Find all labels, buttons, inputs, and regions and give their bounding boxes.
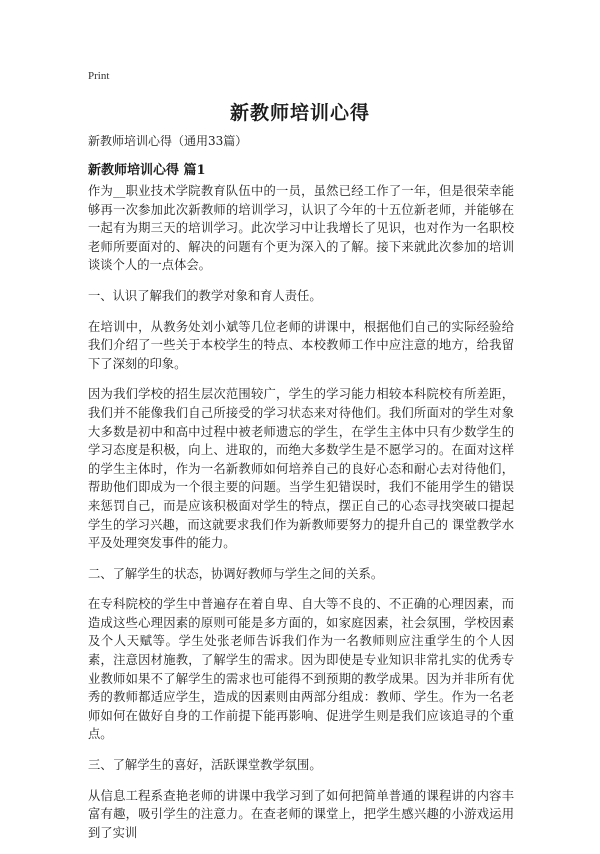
print-label[interactable]: Print bbox=[88, 70, 110, 82]
paragraph: 在专科院校的学生中普遍存在着自卑、自大等不良的、不正确的心理因素，而造成这些心理因素的原则可能是多方面的，如家庭因素，社会氛围，学校因素及个人天赋等。学生处张老师告诉我们作为一名教师则应注重学生的个人因素，注意因材施教，了解学生的需求。因为即使是专业知识非常扎实的优秀专业教师如果不了解学生的需求也可能得不到预期的教学成果。因为并非所有优秀的教师都适应学生，造成的因素则由两部分组成：教师、学生。作为一名老师如何在做好自身的工作前提下能再影响、促进学生则是我们应该追寻的个重点。 bbox=[88, 597, 514, 742]
paragraph: 在培训中，从教务处刘小斌等几位老师的讲课中，根据他们自己的实际经验给我们介绍了一些关于本校学生的特点、本校教师工作中应注意的地方，给我留下了深刻的印象。 bbox=[88, 319, 514, 371]
document-subtitle: 新教师培训心得（通用33篇） bbox=[88, 134, 248, 148]
point-heading-3: 三、了解学生的喜好，活跃课堂教学氛围。 bbox=[88, 758, 322, 773]
paragraph-intro: 作为__职业技术学院教育队伍中的一员，虽然已经工作了一年，但是很荣幸能够再一次参加此次新教师的培训学习，认识了今年的十五位新老师，并能够在一起有为期三天的培训学习。此次学习中让我增长了见识，也对作为一名职校老师所要面对的、解决的问题有个更为深入的了解。接下来就此次参加的培训谈谈个人的一点体会。 bbox=[88, 184, 514, 273]
page-title: 新教师培训心得 bbox=[229, 102, 370, 124]
point-heading-1: 一、认识了解我们的教学对象和育人责任。 bbox=[88, 288, 322, 303]
section-heading: 新教师培训心得 篇1 bbox=[88, 163, 206, 178]
point-heading-2: 二、了解学生的状态，协调好教师与学生之间的关系。 bbox=[88, 566, 384, 581]
paragraph: 因为我们学校的招生层次范围较广，学生的学习能力相较本科院校有所差距，我们并不能像我们自己所接受的学习状态来对待他们。我们所面对的学生对象大多数是初中和高中过程中被老师遗忘的学生，在学生主体中只有少数学生的学习态度是积极，向上、进取的，而绝大多数学生是不愿学习的。在面对这样的学生主体时，作为一名新教师如何培养自己的良好心态和耐心去对待他们，帮助他们即成为一个很主要的问题。当学生犯错误时，我们不能用学生的错误来惩罚自己，而是应该积极面对学生的特点，摆正自己的心态寻找突破口提起学生的学习兴趣，而这就要求我们作为新教师要努力的提升自己的 课堂教学水平及处理突发事件的能力。 bbox=[88, 387, 514, 551]
paragraph: 从信息工程系查艳老师的讲课中我学习到了如何把简单普通的课程讲的内容丰富有趣，吸引学生的注意力。在查老师的课堂上，把学生感兴趣的小游戏运用到了实训 bbox=[88, 788, 514, 840]
article-body bbox=[88, 182, 514, 854]
